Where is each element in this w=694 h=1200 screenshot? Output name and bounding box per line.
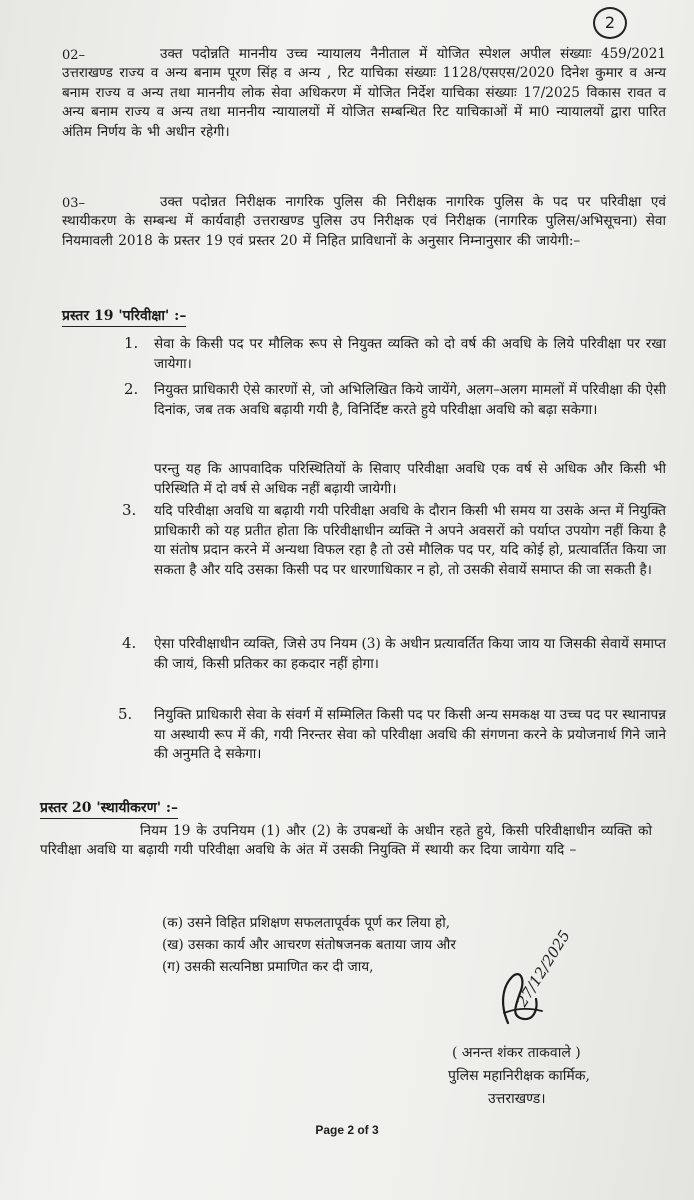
item-5-text: नियुक्ति प्राधिकारी सेवा के संवर्ग में सम्मिलित किसी पद पर किसी अन्य समकक्ष या उच्च पद पर स्थानापन्न या अस्थायी रूप में की, गयी निरन्तर सेवा को परिवीक्षा अवधि की संगणना करने के प्रयोजनार्थ गिने जाने की अनुमति दे सकेगा। [154,707,666,763]
item-3-text: यदि परिवीक्षा अवधि या बढ़ायी गयी परिवीक्षा अवधि के दौरान किसी भी समय या उसके अन्त में नियुक्ति प्राधिकारी को यह प्रतीत होता कि परिवीक्षाधीन व्यक्ति ने अपने अवसरों को पर्याप्त उपयोग नहीं किया है या संतोष प्रदान करने में अन्यथा विफल रहा है तो उसे मौलिक पद पर, यदि कोई हो, प्रत्यावर्तित किया जा सकता है और यदि उसका किसी पद पर धारणाधिकार न हो, तो उसकी सेवायें समाप्त की जा सकती है। [154,503,666,578]
item-4-number: 4. [122,634,137,652]
condition-ga: (ग) उसकी सत्यनिष्ठा प्रमाणित कर दी जाय, [162,959,374,975]
signature-date: 27/12/2025 [512,927,574,1010]
item-3-number: 3. [122,501,137,519]
signatory-location: उत्तराखण्ड। [488,1091,546,1107]
para-03-label: 03– [62,196,86,211]
item-2-number: 2. [124,380,139,398]
item-2-proviso: परन्तु यह कि आपवादिक परिस्थितियों के सिवाए परिवीक्षा अवधि एक वर्ष से अधिक और किसी भी परिस्थिति में दो वर्ष से अधिक नहीं बढ़ायी जायेगी। [154,461,666,497]
para-02-label: 02– [62,48,86,63]
handwritten-page-number: 2 [593,7,627,39]
signatory-designation: पुलिस महानिरीक्षक कार्मिक, [448,1068,590,1084]
item-2-text: नियुक्त प्राधिकारी ऐसे कारणों से, जो अभिलिखित किये जायेंगे, अलग–अलग मामलों में परिवीक्षा की ऐसी दिनांक, जब तक अवधि बढ़ायी गयी है, विनिर्दिष्ट करते हुये परिवीक्षा अवधि को बढ़ा सकेगा। [154,382,666,418]
condition-ka: (क) उसने विहित प्रशिक्षण सफलतापूर्वक पूर्ण कर लिया हो, [162,915,451,931]
section-19-heading: प्रस्तर 19 'परिवीक्षा' :– [62,306,186,327]
para-02-text: उक्त पदोन्नति माननीय उच्च न्यायालय नैनीताल में योजित स्पेशल अपील संख्याः 459/2021 उत्तराखण्ड राज्य व अन्य बनाम पूरण सिंह व अन्य , रिट याचिका संख्याः 1128/एसएस/2020 दिनेश कुमार व अन्य बनाम राज्य व अन्य तथा माननीय लोक सेवा अधिकरण में योजित निर्देश याचिका संख्याः 17/2025 विकास रावत व अन्य बनाम राज्य व अन्य तथा माननीय न्यायालयों में योजित सम्बन्धित रिट याचिकाओं में मा0 न्यायालयों द्वारा पारित अंतिम निर्णय के भी अधीन रहेगी। [62,46,666,140]
para-03-text: उक्त पदोन्नत निरीक्षक नागरिक पुलिस की निरीक्षक नागरिक पुलिस के पद पर परिवीक्षा एवं स्थायीकरण के सम्बन्ध में कार्यवाही उत्तराखण्ड पुलिस उप निरीक्षक एवं निरीक्षक (नागरिक पुलिस/अभिसूचना) सेवा नियमावली 2018 के प्रस्तर 19 एवं प्रस्तर 20 में निहित प्राविधानों के अनुसार निम्नानुसार की जायेगी:– [62,194,666,249]
page-footer: Page 2 of 3 [315,1123,379,1137]
item-1-text: सेवा के किसी पद पर मौलिक रूप से नियुक्त व्यक्ति को दो वर्ष की अवधि के लिये परिवीक्षा पर रखा जायेगा। [154,336,666,372]
section-20-heading: प्रस्तर 20 'स्थायीकरण' :– [40,798,178,819]
section-20-text: नियम 19 के उपनियम (1) और (2) के उपबन्धों के अधीन रहते हुये, किसी परिवीक्षाधीन व्यक्ति को परिवीक्षा अवधि या बढ़ायी गयी परिवीक्षा अवधि के अंत में उसकी नियुक्ति में स्थायी कर दिया जायेगा यदि – [40,823,652,859]
item-5-number: 5. [118,705,133,723]
signatory-name: ( अनन्त शंकर ताकवाले ) [452,1045,581,1061]
item-1-number: 1. [124,334,139,352]
item-4-text: ऐसा परिवीक्षाधीन व्यक्ति, जिसे उप नियम (3) के अधीन प्रत्यावर्तित किया जाय या जिसकी सेवायें समाप्त की जायं, किसी प्रतिकर का हकदार नहीं होगा। [154,636,666,672]
condition-kha: (ख) उसका कार्य और आचरण संतोषजनक बताया जाय और [162,937,456,953]
